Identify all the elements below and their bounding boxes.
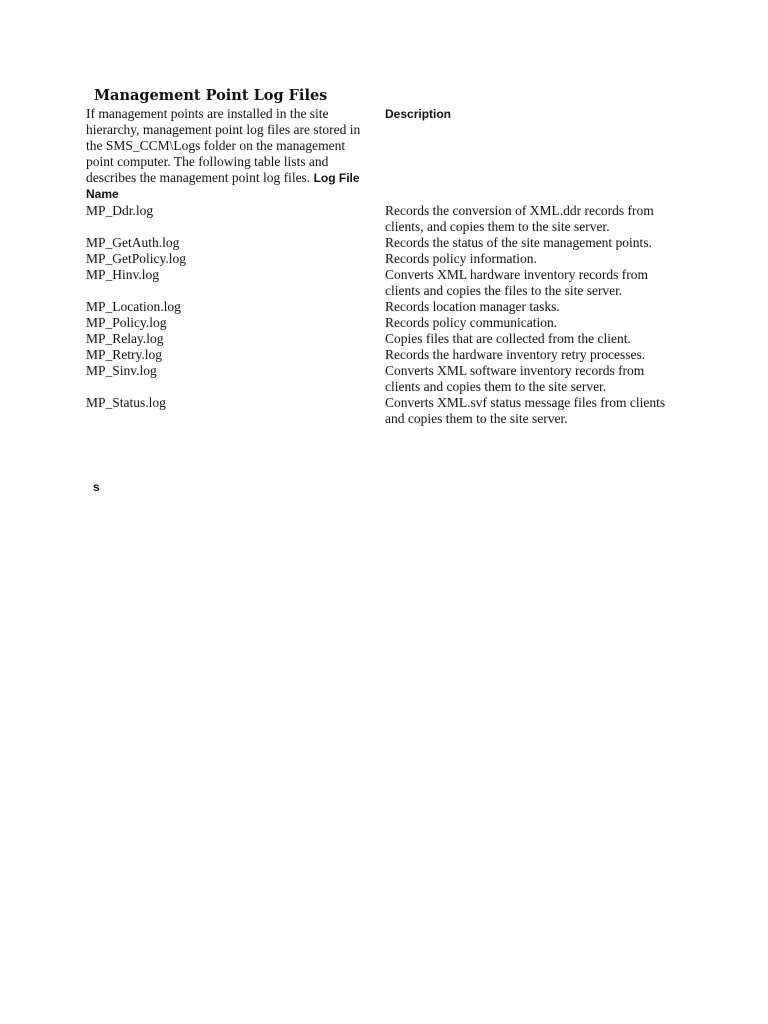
column-header-description: Description	[385, 107, 452, 121]
log-file-description: Records the status of the site management points.	[385, 235, 652, 250]
column-header-log-file-name: Log File Name	[86, 171, 360, 201]
log-file-name: MP_Status.log	[86, 395, 166, 410]
table-row	[86, 347, 686, 363]
table-row	[86, 203, 686, 235]
log-file-description: Converts XML.svf status message files from clients and copies them to the site server.	[385, 395, 666, 426]
table-row	[86, 299, 686, 315]
table-row	[86, 235, 686, 251]
table-row	[86, 395, 686, 427]
log-file-name: MP_Policy.log	[86, 315, 167, 330]
log-file-description: Records location manager tasks.	[385, 299, 560, 314]
log-file-description: Copies files that are collected from the client.	[385, 331, 631, 346]
stray-footer-text: s	[93, 480, 100, 494]
log-file-name: MP_Sinv.log	[86, 363, 157, 378]
table-row	[86, 331, 686, 347]
table-row	[86, 363, 686, 395]
intro-text: If management points are installed in the site hierarchy, management point log files are stored in the SMS_CCM\Logs folder on the management point computer. The following table lists and describes the management point log files.	[86, 106, 361, 185]
log-file-name: MP_GetAuth.log	[86, 235, 180, 250]
intro-paragraph	[86, 106, 370, 202]
log-file-description: Records the conversion of XML.ddr records from clients, and copies them to the site server.	[385, 203, 654, 234]
log-file-name: MP_Retry.log	[86, 347, 163, 362]
table-row	[86, 251, 686, 267]
log-file-description: Converts XML software inventory records from clients and copies them to the site server.	[385, 363, 645, 394]
log-file-description: Records the hardware inventory retry processes.	[385, 347, 646, 362]
log-file-name: MP_Hinv.log	[86, 267, 160, 282]
page-title: Management Point Log Files	[94, 87, 328, 104]
log-file-description: Converts XML hardware inventory records from clients and copies the files to the site server.	[385, 267, 649, 298]
log-file-name: MP_Location.log	[86, 299, 181, 314]
log-file-name: MP_Relay.log	[86, 331, 164, 346]
log-file-name: MP_Ddr.log	[86, 203, 154, 218]
log-file-name: MP_GetPolicy.log	[86, 251, 187, 266]
log-file-description: Records policy communication.	[385, 315, 558, 330]
log-file-table	[86, 203, 686, 427]
table-row	[86, 315, 686, 331]
log-file-description: Records policy information.	[385, 251, 537, 266]
table-row	[86, 267, 686, 299]
